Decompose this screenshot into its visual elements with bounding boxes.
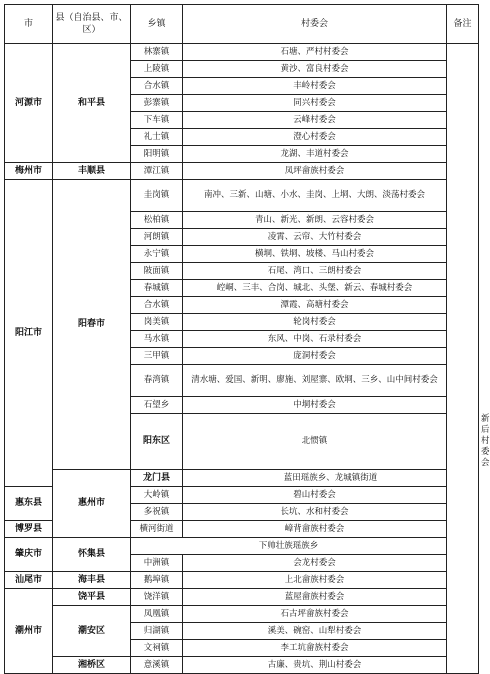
table-cell: 碧山村委会: [183, 487, 447, 504]
table-cell: 潭霞、高塘村委会: [183, 297, 447, 314]
table-cell: 云峰村委会: [183, 112, 447, 129]
table-cell: 多祝镇: [131, 504, 183, 521]
header-township: 乡镇: [131, 5, 183, 44]
table-cell: 轮岗村委会: [183, 314, 447, 331]
table-cell: 阳江市: [5, 180, 53, 487]
header-county: 县（自治县、市、区）: [53, 5, 131, 44]
table-cell: 横河街道: [131, 521, 183, 538]
table-cell: 同兴村委会: [183, 95, 447, 112]
table-cell: 澄心村委会: [183, 129, 447, 146]
table-body: [5, 44, 490, 674]
table-row: [5, 44, 479, 61]
table-cell: 中垌村委会: [183, 397, 447, 414]
table-cell: [447, 44, 479, 674]
table-cell: 中洲镇: [131, 555, 183, 572]
table-cell: 上北畲族村委会: [183, 572, 447, 589]
table-cell: 庞洞村委会: [183, 348, 447, 365]
table-cell: 彭寨镇: [131, 95, 183, 112]
table-cell: 下车镇: [131, 112, 183, 129]
table-cell: 石塘、严村村委会: [183, 44, 447, 61]
village-committee-table: [4, 4, 490, 674]
table-cell: 饶平县: [53, 589, 131, 606]
table-cell: 陂面镇: [131, 263, 183, 280]
table-cell: 李工坑畲族村委会: [183, 640, 447, 657]
table-cell: 惠州市: [53, 470, 131, 538]
table-cell: 石望乡: [131, 397, 183, 414]
table-cell: 石古坪畲族村委会: [183, 606, 447, 623]
table-cell: 溪美、碗窑、山犁村委会: [183, 623, 447, 640]
table-row: [5, 538, 479, 555]
table-cell: 圭岗镇: [131, 180, 183, 212]
table-cell: 春城镇: [131, 280, 183, 297]
table-cell: 三甲镇: [131, 348, 183, 365]
table-cell: 河源市: [5, 44, 53, 163]
table-cell: 北惯镇: [183, 414, 447, 470]
table-row: [5, 163, 479, 180]
table-cell: 蓝屋畲族村委会: [183, 589, 447, 606]
table-cell: 崆峒、三丰、合岗、城北、头堡、新云、春城村委会: [183, 280, 447, 297]
table-cell: 和平县: [53, 44, 131, 163]
table-cell: 潮安区: [53, 606, 131, 657]
table-cell: 下帅壮族瑶族乡: [131, 538, 447, 555]
table-cell: 黄沙、富良村委会: [183, 61, 447, 78]
table-cell: 东风、中岗、石录村委会: [183, 331, 447, 348]
table-cell: 龙湖、丰道村委会: [183, 146, 447, 163]
table-cell: 阳东区: [131, 414, 183, 470]
table-cell: 河朗镇: [131, 229, 183, 246]
table-cell: 归湖镇: [131, 623, 183, 640]
table-cell: 文祠镇: [131, 640, 183, 657]
table-row: [5, 470, 479, 487]
table-cell: 饶洋镇: [131, 589, 183, 606]
table-cell: 潮州市: [5, 589, 53, 674]
table-cell: 清水塘、爱国、新明、廖施、刘屋寨、欧垌、三乡、山中间村委会: [183, 365, 447, 397]
table-cell: 南冲、三新、山塘、小水、圭岗、上垌、大朗、淡荡村委会: [183, 180, 447, 212]
table-cell: 永宁镇: [131, 246, 183, 263]
table-cell: 博罗县: [5, 521, 53, 538]
table-row: [5, 589, 479, 606]
table-cell: 鹅埠镇: [131, 572, 183, 589]
table-cell: 汕尾市: [5, 572, 53, 589]
table-cell: 龙门县: [131, 470, 183, 487]
table-cell: 蓝田瑶族乡、龙城镇街道: [183, 470, 479, 487]
table-cell: 凤坪畲族村委会: [183, 163, 447, 180]
table-row: [5, 180, 479, 212]
table-cell: 松柏镇: [131, 212, 183, 229]
table-cell: 阳春市: [53, 180, 131, 470]
table-cell: 古廉、贵坑、荆山村委会: [183, 657, 447, 674]
table-cell: 肇庆市: [5, 538, 53, 572]
table-cell: 合水镇: [131, 78, 183, 95]
table-cell: 意溪镇: [131, 657, 183, 674]
table-row: [5, 606, 479, 623]
table-cell: 青山、新光、新朗、云容村委会: [183, 212, 447, 229]
table-cell: 横垌、铁垌、坡楼、马山村委会: [183, 246, 447, 263]
table-cell: 怀集县: [53, 538, 131, 572]
table-cell: 大岭镇: [131, 487, 183, 504]
table-cell: 凌霄、云帘、大竹村委会: [183, 229, 447, 246]
table-cell: 嶂背畲族村委会: [183, 521, 447, 538]
table-cell: 长坑、水和村委会: [183, 504, 447, 521]
table-row: 阳东区 北惯镇 新后村委会: [5, 414, 479, 470]
table-cell: 湘桥区: [53, 657, 131, 674]
table-cell: 丰岭村委会: [183, 78, 447, 95]
header-city: 市: [5, 5, 53, 44]
table-cell: 惠东县: [5, 487, 53, 521]
table-cell: 岗美镇: [131, 314, 183, 331]
header-remarks: 备注: [447, 5, 479, 44]
table-cell: 丰顺县: [53, 163, 131, 180]
table-cell: 潭江镇: [131, 163, 183, 180]
table-row: [5, 572, 479, 589]
table-cell: 上陵镇: [131, 61, 183, 78]
header-row: [5, 5, 479, 44]
table-cell: 梅州市: [5, 163, 53, 180]
header-village-committee: 村委会: [183, 5, 447, 44]
table-cell: 海丰县: [53, 572, 131, 589]
table-cell: 礼士镇: [131, 129, 183, 146]
table-cell: 合水镇: [131, 297, 183, 314]
table-row: [5, 657, 479, 674]
table-cell: 凤凰镇: [131, 606, 183, 623]
table-cell: 会龙村委会: [183, 555, 447, 572]
table-cell: 石尾、湾口、三朗村委会: [183, 263, 447, 280]
table-cell: 马水镇: [131, 331, 183, 348]
table-cell: 阳明镇: [131, 146, 183, 163]
table-cell: 林寨镇: [131, 44, 183, 61]
table-cell: 春湾镇: [131, 365, 183, 397]
